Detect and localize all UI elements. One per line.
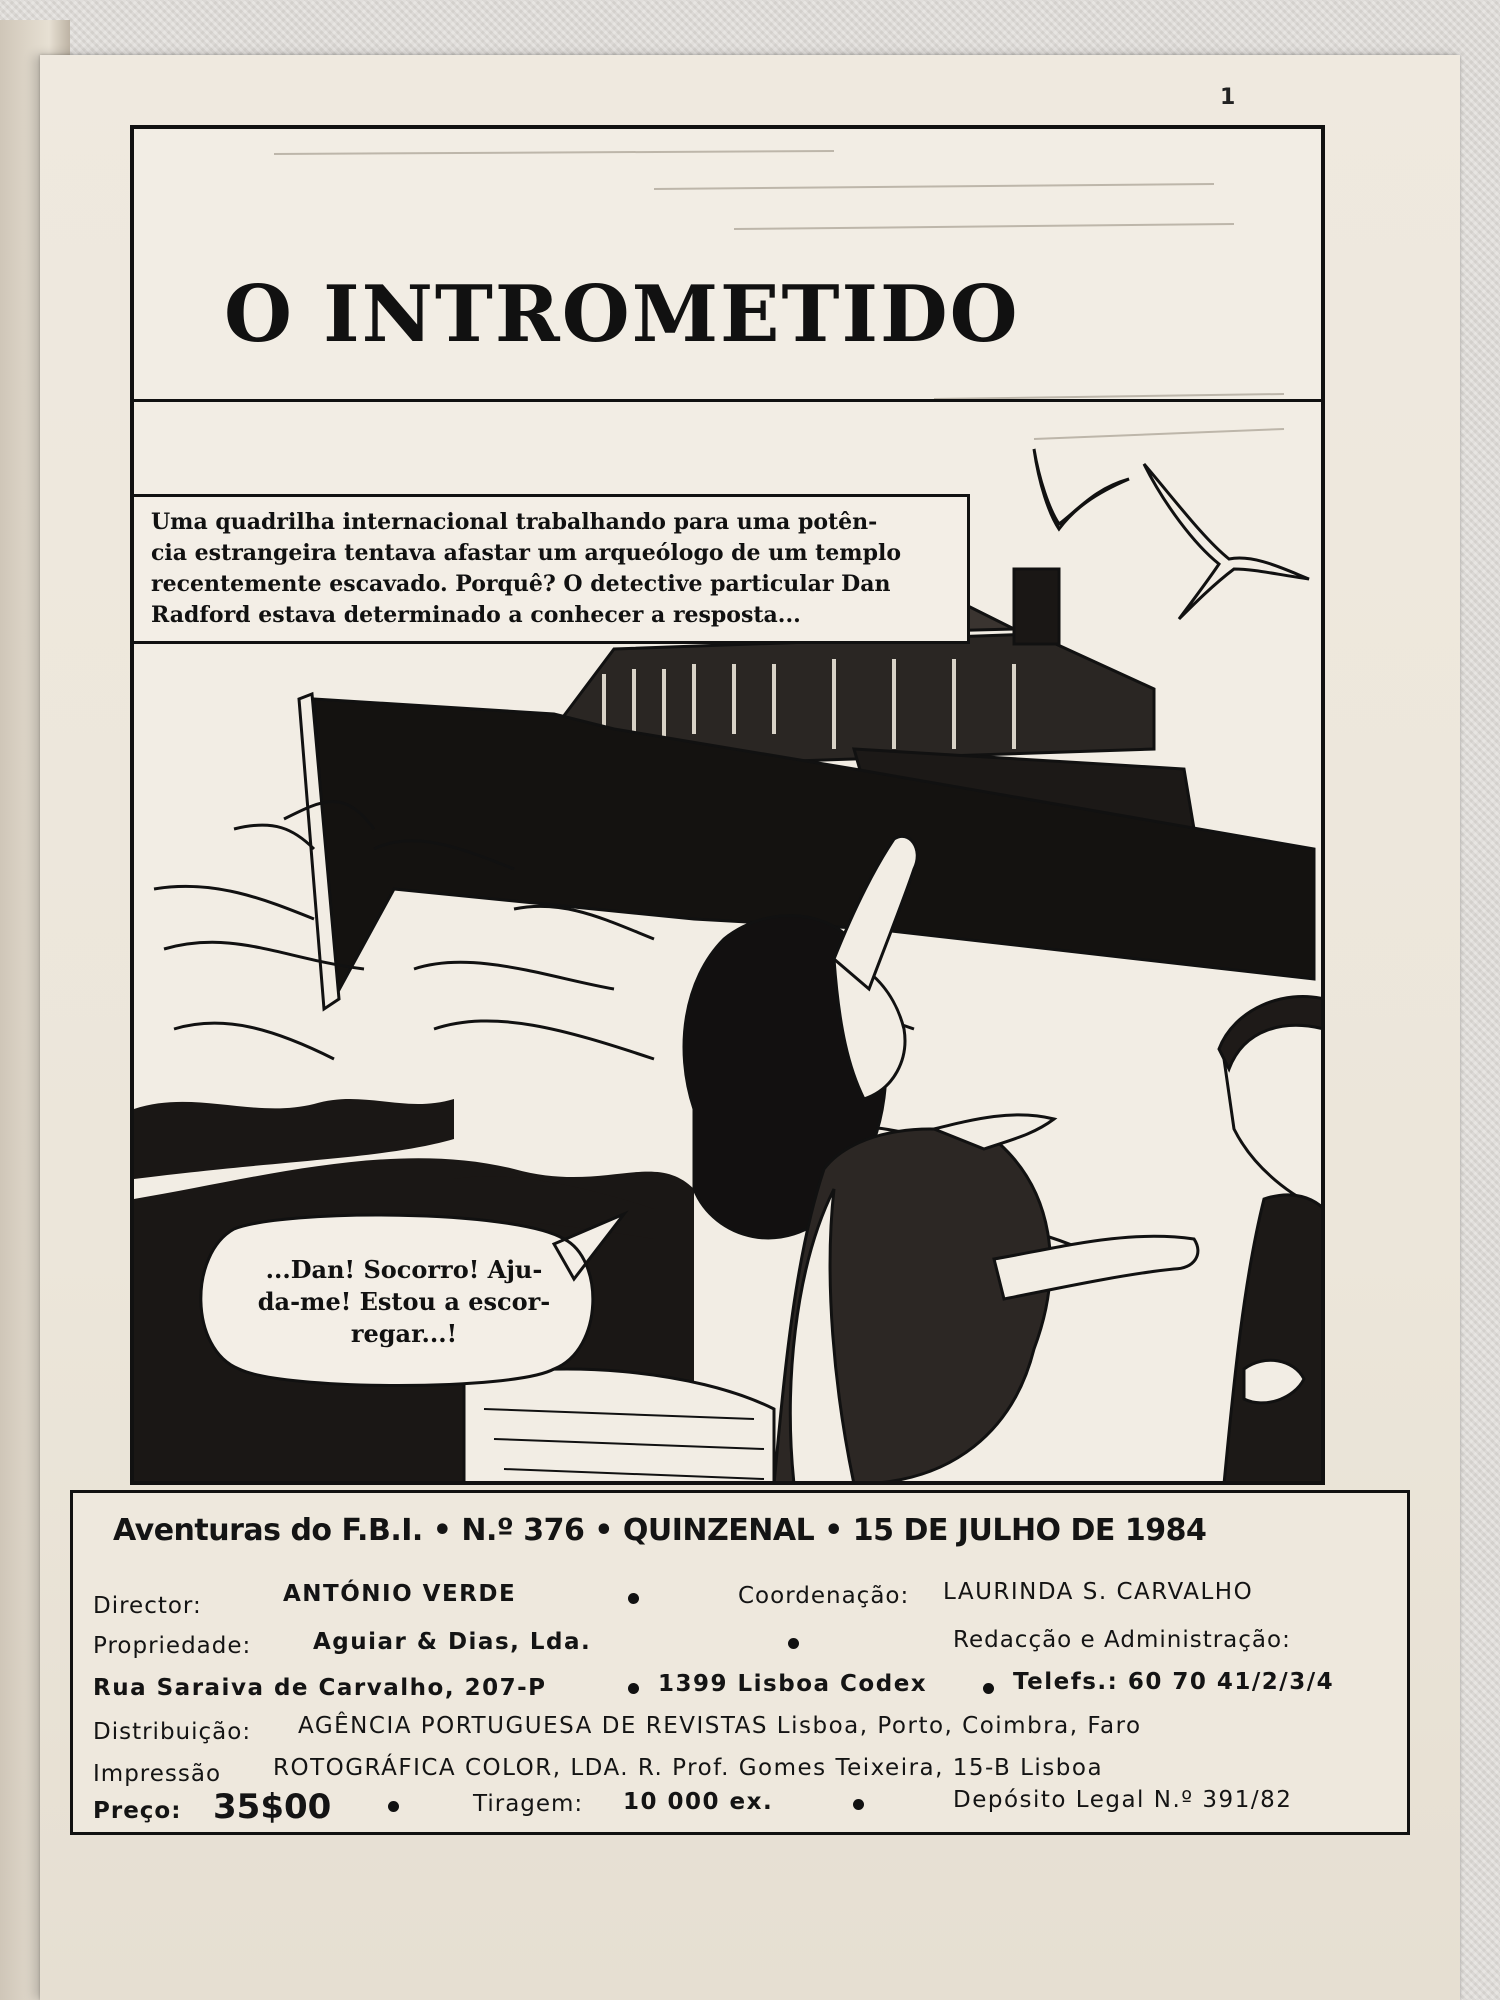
narration-caption (130, 494, 970, 644)
city: 1399 Lisboa Codex (658, 1671, 928, 1697)
magazine-page (40, 55, 1460, 2000)
printing-value: ROTOGRÁFICA COLOR, LDA. R. Prof. Gomes Teixeira, 15-B Lisboa (273, 1755, 1104, 1781)
caption-line: cia estrangeira tentava afastar um arqueólogo de um templo (151, 540, 901, 566)
speech-line: ...Dan! Socorro! Aju- (265, 1255, 543, 1284)
bullet-dot (628, 1593, 639, 1604)
coordination-name: LAURINDA S. CARVALHO (943, 1579, 1254, 1605)
director-name: ANTÓNIO VERDE (283, 1581, 517, 1607)
coordination-label: Coordenação: (738, 1583, 910, 1609)
distribution-value: AGÊNCIA PORTUGUESA DE REVISTAS Lisboa, Porto, Coimbra, Faro (298, 1713, 1142, 1739)
print-run-label: Tiragem: (473, 1791, 584, 1817)
printing-label: Impressão (93, 1761, 222, 1787)
price-value: 35$00 (213, 1787, 332, 1827)
distribution-label: Distribuição: (93, 1719, 252, 1745)
legal-deposit: Depósito Legal N.º 391/82 (953, 1787, 1293, 1813)
print-run-value: 10 000 ex. (623, 1789, 774, 1815)
comic-panel (130, 125, 1325, 1485)
caption-line: Radford estava determinado a conhecer a resposta... (151, 602, 801, 628)
speech-text (214, 1254, 594, 1350)
phones: Telefs.: 60 70 41/2/3/4 (1013, 1669, 1335, 1695)
caption-line: recentemente escavado. Porquê? O detective particular Dan (151, 571, 891, 597)
speech-bubble (214, 1214, 594, 1384)
bullet-dot (983, 1683, 994, 1694)
address: Rua Saraiva de Carvalho, 207-P (93, 1675, 547, 1701)
story-title: O INTROMETIDO (224, 269, 1020, 360)
title-band (134, 129, 1321, 402)
admin-label: Redacção e Administração: (953, 1627, 1291, 1653)
director-label: Director: (93, 1593, 202, 1619)
bullet-dot (853, 1799, 864, 1810)
price-label: Preço: (93, 1798, 182, 1824)
speech-line: regar...! (350, 1319, 458, 1348)
bullet-dot (388, 1801, 399, 1812)
speech-line: da-me! Estou a escor- (257, 1287, 551, 1316)
bullet-dot (788, 1638, 799, 1649)
issue-headline: Aventuras do F.B.I. • N.º 376 • QUINZENAL • 15 DE JULHO DE 1984 (113, 1513, 1207, 1548)
credits-box (70, 1490, 1410, 1835)
caption-line: Uma quadrilha internacional trabalhando para uma potên- (151, 509, 878, 535)
bullet-dot (628, 1683, 639, 1694)
page-number: 1 (1220, 85, 1236, 110)
property-value: Aguiar & Dias, Lda. (313, 1629, 592, 1655)
property-label: Propriedade: (93, 1633, 252, 1659)
